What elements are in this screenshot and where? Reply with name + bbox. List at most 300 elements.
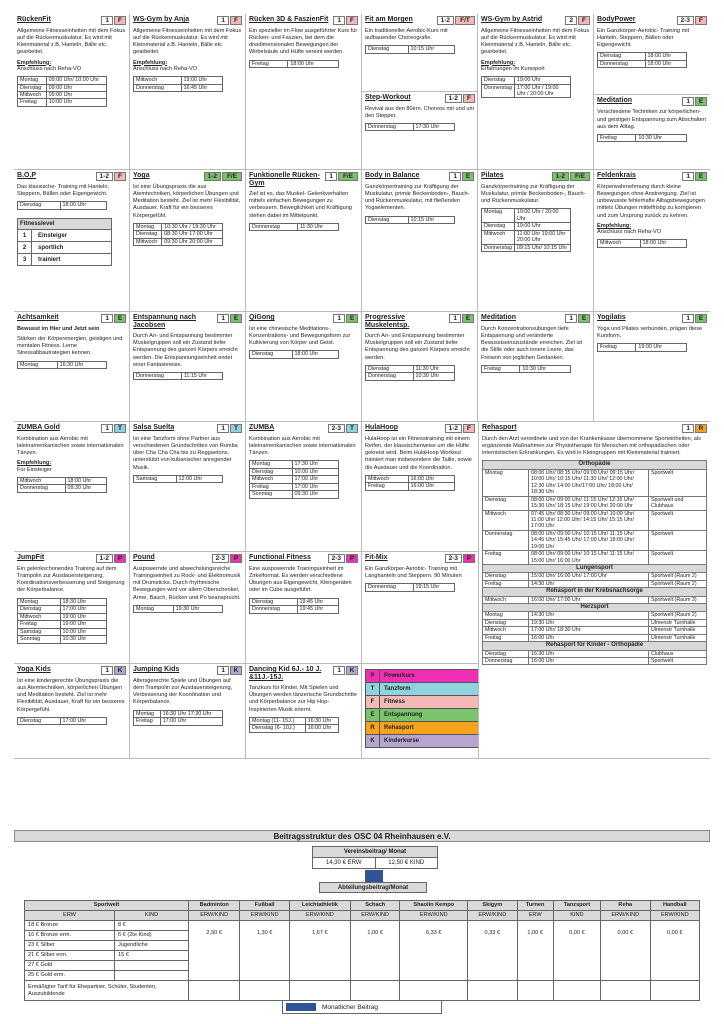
category-badge: F: [114, 16, 126, 25]
fee-title: Beitragsstruktur des OSC 04 Rheinhausen e.V.: [14, 830, 710, 842]
schedule-table: [365, 365, 455, 381]
category-badge: F/E: [222, 172, 242, 181]
schedule-row: [18, 202, 107, 209]
schedule-day: Mittwoch: [483, 627, 529, 634]
category-badge: F: [463, 424, 475, 433]
schedule-table: [481, 76, 571, 98]
course-grid: [14, 14, 710, 759]
category-badge: E: [114, 314, 126, 323]
schedule-row: [18, 77, 107, 84]
rehasport-section: Herzsport: [483, 604, 707, 612]
schedule-time: 09:30 Uhr: [292, 491, 338, 498]
course-card: [246, 14, 362, 170]
schedule-time: 07:45 Uhr/ 08:30 Uhr/ 09:00 Uhr/ 10:00 Uhr/ 11:00 Uhr/ 12:00 Uhr/ 14:15 Uhr/ 15:15 Uhr/ 17:00 Uhr: [529, 510, 649, 530]
schedule-table: [249, 223, 339, 231]
schedule-time: 10:00 Uhr: [292, 468, 338, 475]
schedule-time: 08:00 Uhr/ 08:15 Uhr/ 09:00 Uhr/ 09:15 Uhr/ 10:00 Uhr/ 10:15 Uhr/ 11:30 Uhr/ 12:00 Uhr/ 12:30 Uhr/ 14:00 Uhr/17:00 Uhr/ 18:00 Uhr/ 18:30 Uhr: [529, 469, 649, 496]
schedule-row: [250, 60, 339, 67]
course-title: QiGong: [249, 314, 275, 321]
sportwelt-header: Sportwelt: [25, 901, 189, 911]
schedule-row: [598, 344, 687, 351]
schedule-day: Freitag: [483, 580, 529, 587]
schedule-day: Dienstag: [366, 365, 414, 372]
level-badge: 1-2: [96, 172, 113, 181]
level-badge: 1: [101, 424, 113, 433]
fitnesslevel-label: trainiert: [38, 256, 61, 263]
legend-row: [366, 670, 479, 683]
schedule-time: 19:00 Uhr: [636, 344, 687, 351]
dept-header: Fußball: [240, 901, 289, 911]
schedule-time: 16:30 Uhr 17:30 Uhr: [160, 710, 222, 717]
fitnesslevel-number: 2: [18, 242, 32, 253]
schedule-time: 10:00 Uhr: [46, 99, 106, 106]
schedule-day: Montag: [18, 598, 61, 605]
recommendation-text: Für Einsteiger: [17, 467, 52, 474]
schedule-day: Montag: [250, 461, 293, 468]
course-card: [130, 422, 246, 552]
sub-header: ERW/KIND: [601, 911, 650, 921]
schedule-day: Mittwoch: [250, 476, 293, 483]
fitnesslevel-label: sportlich: [38, 244, 64, 251]
legend-key: F: [366, 696, 380, 709]
course-card: [362, 170, 478, 312]
schedule-day: Dienstag: [250, 468, 293, 475]
schedule-time: 11:30 Uhr: [297, 223, 338, 230]
rehasport-row: [483, 658, 707, 665]
schedule-day: Montag: [134, 223, 162, 230]
schedule-row: [598, 134, 687, 141]
dept-fee: 6,33 €: [400, 921, 468, 981]
course-card: [246, 312, 362, 422]
course-card: [14, 170, 130, 312]
course-description: Verschiedene Techniken zur körperlichen- und geistigen Entspannung zum Abschalten aus dem Alltag.: [597, 109, 706, 130]
course-description: Tanzkurs für Kinder. Mit Spielen und Übungen werden tänzerische Grundschritte und Körperbalance zur Hip Hop- Inspirierten Musik erlernt.: [249, 685, 357, 713]
legend-row: [366, 735, 479, 748]
course-title: Pound: [133, 554, 155, 561]
schedule-table: [133, 710, 223, 726]
category-badge: E: [230, 314, 242, 323]
schedule-table: [249, 460, 339, 498]
rehasport-table: [482, 460, 707, 665]
schedule-time: 16:45 Uhr: [181, 84, 222, 91]
category-badge: E: [578, 314, 590, 323]
schedule-time: 11:00 Uhr 19:00 Uhr 20:00 Uhr: [514, 230, 570, 244]
category-badge: T: [230, 424, 242, 433]
schedule-day: Freitag: [134, 718, 161, 725]
course-title: Rehasport: [482, 424, 517, 431]
course-card: [478, 312, 594, 422]
dept-fee: 1,67 €: [289, 921, 350, 981]
course-card: [594, 95, 710, 169]
course-card: [478, 170, 594, 312]
recommendation-label: Empfehlung:: [17, 59, 52, 66]
category-badge: F/T: [455, 16, 475, 25]
recommendation-text: Anschluss nach Reha-VO: [597, 229, 662, 236]
schedule-row: [482, 209, 571, 223]
schedule-row: [18, 598, 107, 605]
schedule-row: [18, 99, 107, 106]
course-card: [130, 170, 246, 312]
schedule-row: [134, 718, 223, 725]
rehasport-section: Orthopädie: [483, 461, 707, 469]
schedule-day: Montag: [483, 612, 529, 619]
course-title: Fit am Morgen: [365, 16, 413, 23]
schedule-time: 18:00 Uhr: [288, 60, 339, 67]
course-title: Entspannung nach Jacobsen: [133, 314, 196, 330]
course-description: Durch An- und Entspannung bestimmter Muskelgruppen soll ein Zustand tiefer Entspannung des ganzen Körpers erreicht werden. Die Entspannungseinheit endet einer Fantasiereise.: [133, 333, 238, 368]
schedule-time: 09:00 Uhr/ 10:00 Uhr: [46, 77, 106, 84]
schedule-table: [17, 76, 107, 107]
course-title: HulaHoop: [365, 424, 399, 431]
legend-row: [366, 696, 479, 709]
sub-header: ERW/KIND: [350, 911, 399, 921]
course-description: Kombination aus Aerobic mit lateinamerikanischen sowie internationalen Tänzen.: [249, 436, 356, 457]
dept-header: Shaolin Kempo: [400, 901, 468, 911]
fitnesslevel-row: [18, 229, 111, 241]
course-description: Ein gelenkschonendes Training auf dem Trampolin zur Ausdauersteigerung, Koordinationsverbesserung und Steigerung der Körperbalance.: [17, 566, 125, 594]
course-card: [594, 170, 710, 312]
schedule-time: 19:45 Uhr: [297, 606, 338, 613]
schedule-time: 08:00 Uhr/ 09:00 Uhr/ 10:15 Uhr/ 11:15 Uhr/ 14:45 Uhr/ 15:45 Uhr/ 17:00 Uhr/ 18:00 Uhr/ 19:00 Uhr: [529, 530, 649, 550]
schedule-time: 10:15 Uhr: [408, 46, 454, 53]
schedule-day: Freitag: [250, 483, 293, 490]
schedule-row: [366, 46, 455, 53]
schedule-location: Sportwelt (Raum 2): [649, 573, 707, 580]
schedule-day: Donnerstag: [134, 84, 182, 91]
dept-header: Handball: [650, 901, 700, 911]
schedule-day: Donnerstag: [483, 658, 529, 665]
category-badge: P: [230, 554, 242, 563]
course-title: Rücken 3D & FaszienFit: [249, 16, 329, 23]
level-badge: 1: [217, 314, 229, 323]
recommendation-label: Empfehlung:: [481, 59, 516, 66]
schedule-time: 18:00 Uhr: [60, 202, 106, 209]
level-badge: 1: [682, 424, 694, 433]
course-description: Stärken der Körperenergien, geistigen und mentalen Fitness. Lerne Stressabbautrategien kennen.: [17, 336, 123, 357]
schedule-location: Sportwelt: [649, 551, 707, 565]
course-description: Allgemeine Fitnesseinheiten mit dem Fokus auf die Rückenmuskulatur. Es wird mit Kleinmaterial z.B. Hanteln, Bälle etc. gearbeitet.: [481, 28, 590, 56]
sub-header: KIND: [553, 911, 600, 921]
schedule-day: Mittwoch: [18, 477, 66, 484]
schedule-time: 10:30 Uhr: [636, 134, 687, 141]
category-badge: F: [230, 16, 242, 25]
schedule-time: 17:00 Uhr: [60, 717, 106, 724]
fitnesslevel-row: [18, 241, 111, 253]
course-description: Ganzkörpertraining zur Kräftigung der Muskulatur, primär Beckenboden-, Bauch- und Rückenmuskulatur.: [481, 184, 586, 205]
category-badge: F/E: [338, 172, 358, 181]
schedule-row: [250, 725, 339, 732]
level-badge: 1: [333, 16, 345, 25]
legend-label: Fitness: [380, 696, 479, 709]
sub-header: ERW/KIND: [468, 911, 517, 921]
schedule-day: Donnerstag: [366, 123, 414, 130]
sub-header: ERW/KIND: [240, 911, 289, 921]
course-card: [246, 170, 362, 312]
course-title: WS-Gym by Astrid: [481, 16, 543, 23]
schedule-day: Montag: [18, 77, 47, 84]
schedule-time: 10:30 Uhr / 19:30 Uhr: [162, 223, 223, 230]
schedule-table: [597, 343, 687, 351]
schedule-day: Dienstag: [482, 223, 515, 230]
course-description: Ist eine Übungspraxis die aus Atemtechniken, körperlichen Übungen und Meditation besteht. Ziel ist mehr Flexibilität, Ausdauer, Kraft für ein besseres Körpergefühl.: [133, 184, 241, 219]
category-badge: R: [695, 424, 707, 433]
schedule-table: [17, 477, 107, 493]
course-title: Salsa Suelta: [133, 424, 175, 431]
schedule-row: [366, 584, 455, 591]
rehasport-row: [483, 596, 707, 603]
sportwelt-adult: 25 € Gold erm.: [25, 971, 115, 981]
schedule-table: [249, 598, 339, 614]
schedule-day: Dienstag: [598, 53, 646, 60]
schedule-day: Dienstag: [483, 650, 529, 657]
schedule-day: Sonntag: [18, 636, 61, 643]
schedule-day: Montag: [134, 710, 161, 717]
schedule-row: [134, 605, 223, 612]
course-card: [14, 422, 130, 552]
schedule-row: [366, 123, 455, 130]
course-title: Fit-Mix: [365, 554, 388, 561]
schedule-table: [133, 76, 223, 92]
schedule-row: [598, 240, 687, 247]
course-description: Ein traditioneller Aerobic-Kurs mit aufbauender Choreografie.: [365, 28, 448, 42]
schedule-time: 19:00 Uhr: [514, 223, 570, 230]
course-description: Ganzkörpertraining zur Kräftigung der Muskulatur, primär Beckenboden-, Bauch- und Rückenmuskulatur, mit fließenden Yogaelementen.: [365, 184, 470, 212]
schedule-time: 17:00 Uhr: [160, 718, 222, 725]
schedule-table: [481, 208, 571, 252]
course-card: [130, 14, 246, 170]
schedule-time: 16:00 Uhr: [529, 634, 649, 641]
sportwelt-adult: 16 € Bronze erm.: [25, 931, 115, 941]
schedule-table: [133, 475, 223, 483]
schedule-row: [482, 365, 571, 372]
level-badge: 1: [565, 314, 577, 323]
schedule-time: 16:30 Uhr: [529, 650, 649, 657]
course-title: RückenFit: [17, 16, 51, 23]
level-badge: 1: [682, 97, 694, 106]
schedule-location: Sportwelt: [649, 469, 707, 496]
dept-fee: 0,00 €: [650, 921, 700, 981]
legend-key: K: [366, 735, 380, 748]
schedule-row: [482, 223, 571, 230]
schedule-table: [365, 216, 455, 224]
course-card: [246, 552, 362, 664]
category-badge: E: [695, 314, 707, 323]
rehasport-section: Lungensport: [483, 565, 707, 573]
schedule-location: Sportwelt und Clubhaus: [649, 496, 707, 510]
schedule-row: [250, 598, 339, 605]
schedule-day: Dienstag: [483, 496, 529, 510]
course-card: [14, 552, 130, 664]
schedule-time: 17:00 Uhr: [292, 483, 338, 490]
course-description: HulaHoop ist ein Fitnesstraining mit einem Reifen, der klassischerweise um die Hüfte gekreist wird. Beim HulaHoop Workout trainiert man insbesondere die Taille, sowie die Ausdauer und die Koordination.: [365, 436, 472, 471]
category-badge: P: [463, 554, 475, 563]
schedule-day: Donnerstag: [483, 530, 529, 550]
level-badge: 1: [682, 314, 694, 323]
fitnesslevel-row: [18, 253, 111, 265]
level-badge: 1: [217, 666, 229, 675]
course-description: Durch Konzentrationsübungen tiefe Entspannung und veränderte Bewusstseinszustände erreichen. Ziel ist die Stille oder auch innere Leere, das Freisein von jeglichen Gedanken.: [481, 326, 583, 361]
sub-header: ERW/KIND: [289, 911, 350, 921]
legend-cell: [362, 664, 478, 758]
schedule-row: [482, 230, 571, 244]
rehasport-row: [483, 530, 707, 550]
course-description: Ein Ganzkörper-Aerobic- Training mit Langhanteln und Steppern. 90 Minuten: [365, 566, 462, 580]
course-description: Kombination aus Aerobic mit lateinamerikanischen sowie internationalen Tänzen.: [17, 436, 124, 457]
schedule-time: 19:00 Uhr / 20:00 Uhr: [514, 209, 570, 223]
schedule-row: [18, 613, 107, 620]
schedule-time: 09:30 Uhr 20:00 Uhr: [162, 238, 223, 245]
course-plan: [14, 14, 710, 1010]
course-card: [246, 422, 362, 552]
schedule-time: 14:30 Uhr: [529, 580, 649, 587]
sportwelt-note: Ermäßigter Tarif für Ehepartner, Schüler, Studenten, Auszubildende: [25, 981, 189, 1001]
schedule-day: Dienstag: [366, 216, 409, 223]
schedule-day: Freitag: [18, 621, 61, 628]
category-badge: E: [695, 172, 707, 181]
sportwelt-kind: [115, 961, 189, 971]
schedule-row: [598, 60, 687, 67]
schedule-time: 08:30 Uhr 17:00 Uhr: [162, 231, 223, 238]
schedule-table: [597, 134, 687, 142]
schedule-table: [17, 201, 107, 209]
schedule-day: Donnerstag: [250, 606, 298, 613]
schedule-day: Mittwoch: [366, 475, 409, 482]
course-title: Step-Workout: [365, 93, 411, 101]
schedule-day: Montag (11- 15J.): [250, 717, 306, 724]
schedule-day: Freitag: [250, 60, 288, 67]
schedule-time: 10:00 Uhr: [60, 628, 106, 635]
course-description: Ist eine chinesische Meditations-, Konzentrations- und Bewegungsform zur Kultivierung von Körper und Geist.: [249, 326, 351, 347]
verein-box: [312, 846, 438, 869]
schedule-day: Mittwoch: [134, 77, 182, 84]
course-card: [14, 14, 130, 170]
course-description: Ziel ist es, das Muskel- Gelenkverhalten mittels einfachen Bewegungen zu verbessern. Beweglichkeit und Kräftigung stehen dabei im Mittelpunkt.: [249, 191, 352, 219]
schedule-time: 18:00 Uhr: [640, 240, 686, 247]
schedule-row: [482, 77, 571, 84]
sportwelt-kind: 8 €: [115, 921, 189, 931]
level-badge: 1: [449, 314, 461, 323]
fitnesslevel-number: 1: [18, 230, 32, 241]
verein-label: Vereinsbeitrag/ Monat: [313, 847, 437, 858]
schedule-time: 19:30 Uhr: [173, 605, 222, 612]
schedule-time: 10:15 Uhr: [408, 216, 454, 223]
category-badge: E: [462, 314, 474, 323]
dept-header: Reha: [601, 901, 650, 911]
schedule-location: Sportwelt (Raum 2): [649, 580, 707, 587]
rehasport-row: [483, 551, 707, 565]
schedule-location: Sportwelt (Raum 2): [649, 612, 707, 619]
schedule-row: [18, 717, 107, 724]
recommendation-text: Erfahrungen im Kurssport: [481, 66, 545, 73]
category-legend: [365, 669, 478, 748]
course-title: B.O.P: [17, 172, 37, 179]
legend-row: [366, 683, 479, 696]
level-badge: 1: [333, 314, 345, 323]
course-description: Ist eine kindergerechte Übungspraxis die aus Atemtechniken, körperlichen Übungen und Meditation besteht. Ziel ist mehr Flexibilität, Ausdauer, Kraft für ein besseres Körpergefühl.: [17, 678, 125, 713]
legend-label: Kinderkurse: [380, 735, 479, 748]
level-badge: 2-3: [677, 16, 694, 25]
schedule-day: Dienstag: [18, 606, 61, 613]
schedule-row: [366, 216, 455, 223]
level-badge: 1: [101, 16, 113, 25]
dept-header: Skigym: [468, 901, 517, 911]
schedule-table: [249, 350, 339, 358]
course-title: Pilates: [481, 172, 504, 179]
legend-row: [366, 709, 479, 722]
category-badge: F: [463, 94, 475, 103]
schedule-day: Freitag: [482, 365, 520, 372]
schedule-time: 16:00 Uhr: [408, 475, 454, 482]
course-title: BodyPower: [597, 16, 636, 23]
rehasport-card: [478, 422, 710, 758]
legend-key: R: [366, 722, 380, 735]
schedule-time: 18:00 Uhr: [645, 53, 686, 60]
schedule-location: Ulmenstr Turnhalle: [649, 619, 707, 626]
schedule-row: [134, 231, 223, 238]
category-badge: E: [462, 172, 474, 181]
category-badge: F: [346, 16, 358, 25]
schedule-table: [365, 475, 455, 491]
category-badge: E: [695, 97, 707, 106]
schedule-row: [18, 84, 107, 91]
schedule-day: Freitag: [483, 551, 529, 565]
schedule-time: 12:00 Uhr: [176, 475, 222, 482]
schedule-time: 17:00 Uhr/ 18:30 Uhr: [529, 627, 649, 634]
course-description: Ist eine Tanzform ohne Partner aus verschiedenen Grundschritten von Rumba über Cha Cha Cha bis zu Reggaetons, unterstützt von kubanischer anregender Musik.: [133, 436, 238, 471]
schedule-day: Montag: [18, 361, 58, 368]
schedule-table: [249, 717, 339, 733]
category-badge: F: [114, 172, 126, 181]
schedule-time: 19:15 Uhr: [413, 584, 454, 591]
legend-label: Rehasport: [380, 722, 479, 735]
course-subtitle: Bewusst im Hier und Jetzt sein: [17, 326, 100, 332]
category-badge: F: [578, 16, 590, 25]
schedule-day: Dienstag: [18, 717, 61, 724]
dept-fee: 1,00 €: [517, 921, 553, 981]
rehasport-row: [483, 510, 707, 530]
schedule-row: [134, 710, 223, 717]
schedule-day: Freitag: [598, 134, 636, 141]
dept-fee: 1,30 €: [240, 921, 289, 981]
course-description: Allgemeine Fitnesseinheiten mit dem Fokus auf die Rückenmuskulatur. Es wird mit Kleinmaterial z.B. Hanteln, Bälle etc. gearbeitet.: [17, 28, 126, 56]
schedule-location: Clubhaus: [649, 650, 707, 657]
rehasport-row: [483, 496, 707, 510]
rehasport-row: [483, 634, 707, 641]
schedule-row: [366, 475, 455, 482]
level-badge: 2-3: [328, 424, 345, 433]
schedule-table: [481, 365, 571, 373]
schedule-location: Sportwelt: [649, 510, 707, 530]
course-card: [594, 312, 710, 422]
course-title: Jumping Kids: [133, 666, 180, 673]
connector-icon: [365, 870, 383, 882]
schedule-row: [134, 475, 223, 482]
schedule-time: 14:30 Uhr: [529, 612, 649, 619]
schedule-time: 15:00 Uhr/ 16:00 Uhr/ 17:00 Uhr: [529, 573, 649, 580]
schedule-table: [17, 717, 107, 725]
course-card: [594, 14, 710, 95]
fee-structure: [14, 830, 710, 1011]
schedule-time: 18:30 Uhr: [60, 598, 106, 605]
schedule-day: Mittwoch: [598, 240, 641, 247]
level-badge: 1-2: [437, 16, 454, 25]
fitnesslevel-box: [17, 218, 112, 266]
schedule-time: 16:00 Uhr/ 17:00 Uhr: [529, 596, 649, 603]
dept-header: Tanzsport: [553, 901, 600, 911]
sportwelt-adult: 27 € Gold: [25, 961, 115, 971]
schedule-table: [597, 52, 687, 68]
category-badge: K: [230, 666, 242, 675]
